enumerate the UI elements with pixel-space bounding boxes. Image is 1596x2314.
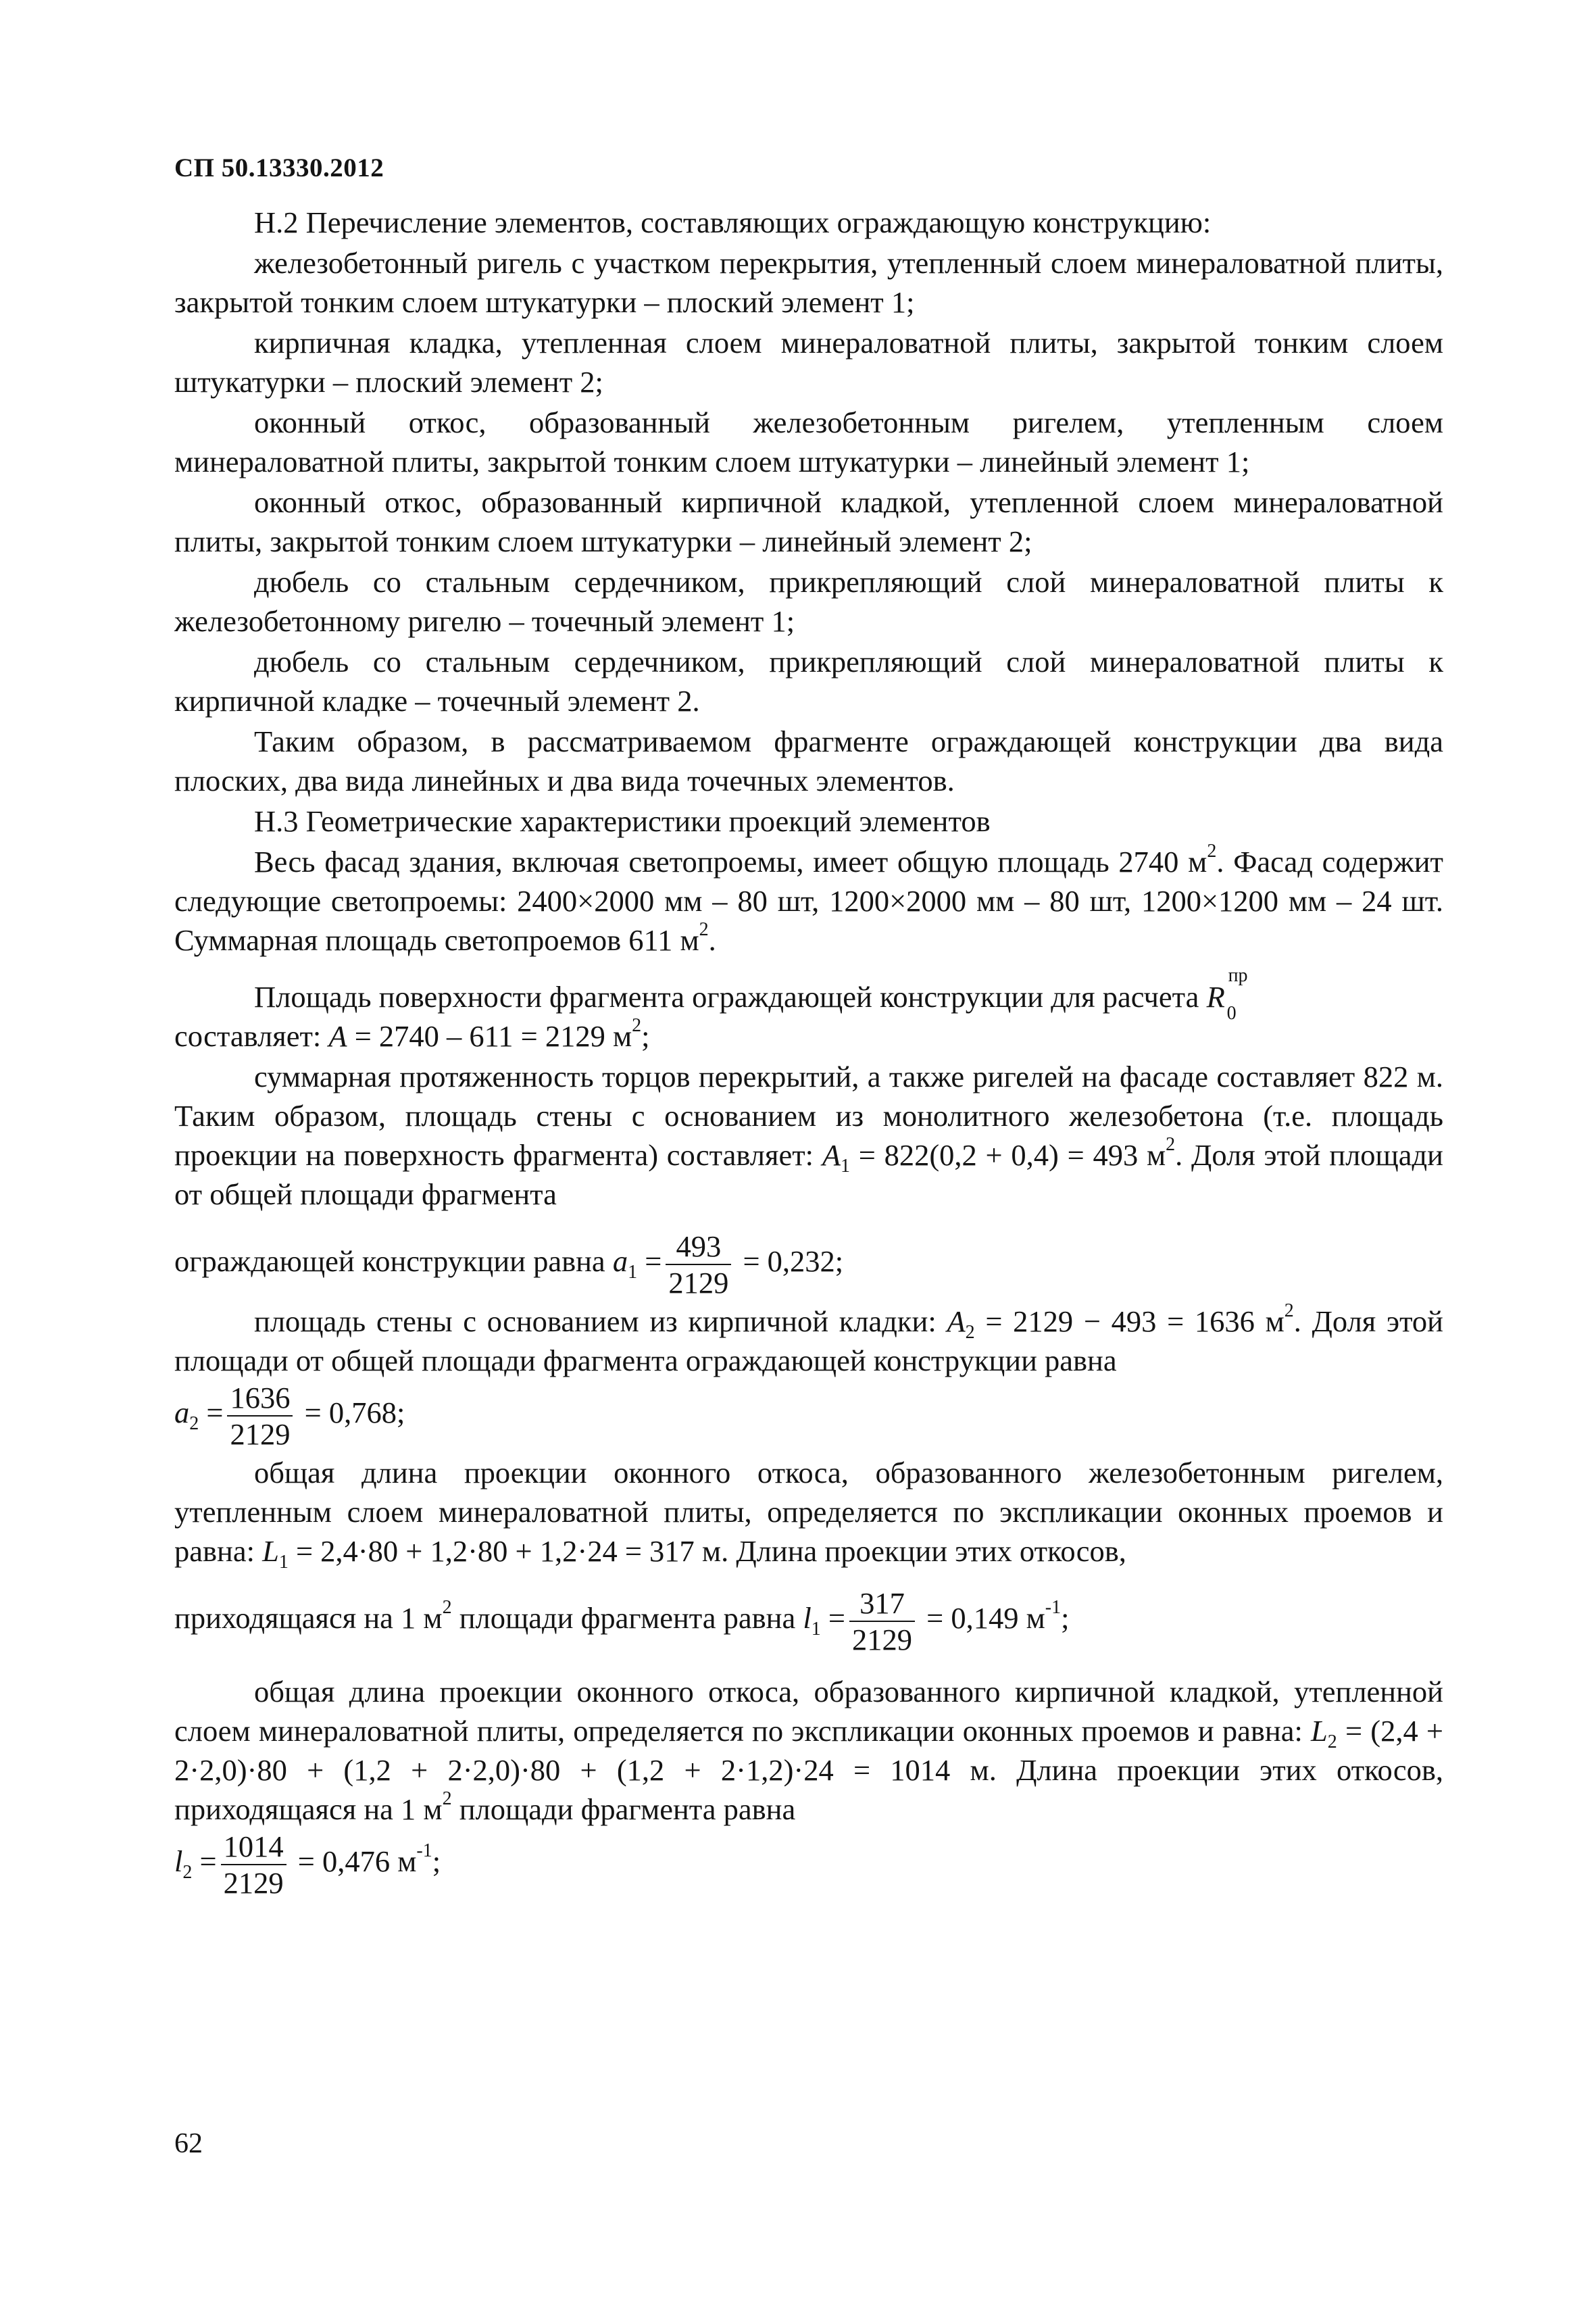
fraction-a1-paragraph: ограждающей конструкции равна $a_1$ = $\frac{493}{2129}$ = 0,232; — [174, 1229, 844, 1300]
fraction-l1: $\frac{317}{2129}$ — [849, 1585, 915, 1657]
area-paragraph: Площадь поверхности фрагмента ограждающей конструкции для расчета R 0 пр составляет: A = 2740 – 611 = 2129 $м^2$; — [174, 965, 1248, 1053]
fraction-a1: $\frac{493}{2129}$ — [666, 1229, 731, 1300]
fraction-l1-paragraph: приходящаяся на 1 $м^2$ площади фрагмента равна $l_1$ = $\frac{317}{2129}$ = 0,149 $м^{-1}$; — [174, 1586, 1070, 1656]
fraction-a2-paragraph: $a_2$ = $\frac{1636}{2129}$ = 0,768; — [174, 1381, 405, 1451]
fraction-l2: $\frac{1014}{2129}$ — [221, 1829, 286, 1900]
document-header: СП 50.13330.2012 — [174, 153, 384, 182]
section-h3-title: Н.3 Геометрические характеристики проекций элементов — [254, 804, 991, 838]
facade-paragraph: Весь фасад здания, включая светопроемы, имеет общую площадь 2740 $м^2$. Фасад содержит следующие светопроемы: 2400×2000 мм – 80 шт, 1200×2000 мм – 80 шт, 1200×1200 мм – 24 шт. Суммарная площадь светопроемов 611 $м^2$. — [174, 841, 1443, 957]
list-item: оконный откос, образованный кирпичной кладкой, утепленной слоем минераловатной плиты, закрытой тонким слоем штукатурки – линейный элемент 2; — [174, 485, 1443, 558]
fraction-a2: $\frac{1636}{2129}$ — [227, 1380, 293, 1452]
page-number: 62 — [174, 2128, 203, 2159]
slope1-paragraph: общая длина проекции оконного откоса, образованного железобетонным ригелем, утепленным слоем минераловатной плиты, определяется по экспликации оконных проемов и равна: $L_1 = 2,4\cdot 80 + 1,2\cdot 80 + 1,2\cdot 24 = 317$ м. Длина проекции этих откосов, — [174, 1456, 1443, 1573]
list-item: кирпичная кладка, утепленная слоем минераловатной плиты, закрытой тонким слоем штукатурки – плоский элемент 2; — [174, 326, 1443, 399]
brick-area-paragraph: площадь стены с основанием из кирпичной кладки: $A_2 = 2129 - 493 = 1636$ $м^2$. Доля этой площади от общей площади фрагмента ограждающей конструкции равна — [174, 1300, 1443, 1377]
list-item: оконный откос, образованный железобетонным ригелем, утепленным слоем минераловатной плиты, закрытой тонким слоем штукатурки – линейный элемент 1; — [174, 405, 1443, 478]
list-item: дюбель со стальным сердечником, прикрепляющий слой минераловатной плиты к железобетонному ригелю – точечный элемент 1; — [174, 565, 1443, 638]
page-body — [174, 203, 1443, 1900]
section-h2-title: Н.2 Перечисление элементов, составляющих ограждающую конструкцию: — [254, 205, 1212, 239]
fraction-l2-paragraph: $l_2$ = $\frac{1014}{2129}$ = 0,476 $м^{-1}$; — [174, 1829, 441, 1900]
list-item: железобетонный ригель с участком перекрытия, утепленный слоем минераловатной плиты, закрытой тонким слоем штукатурки – плоский элемент 1; — [174, 246, 1443, 319]
list-item: дюбель со стальным сердечником, прикрепляющий слой минераловатной плиты к кирпичной кладке – точечный элемент 2. — [174, 645, 1443, 718]
r-symbol: R 0 пр — [1206, 965, 1248, 1024]
summary-paragraph: Таким образом, в рассматриваемом фрагменте ограждающей конструкции два вида плоских, два вида линейных и два вида точечных элементов. — [174, 724, 1443, 797]
concrete-area-paragraph: суммарная протяженность торцов перекрытий, а также ригелей на фасаде составляет 822 м. Таким образом, площадь стены с основанием из монолитного железобетона (т.е. площадь проекции на поверхность фрагмента) составляет: $A_1 = 822(0,2 + 0,4) = 493$ $м^2$. Доля этой площади от общей площади фрагмента — [174, 1060, 1443, 1211]
slope2-paragraph: общая длина проекции оконного откоса, образованного кирпичной кладкой, утепленной слоем минераловатной плиты, определяется по экспликации оконных проемов и равна: $L_2 = (2,4 + 2\cdot 2,0)\cdot 80 + (1,2 + 2\cdot 2,0)\cdot 80 + (1,2 + 2\cdot 1,2)\cdot 24 = 1014$ м. Длина проекции этих откосов, приходящаяся на 1 $м^2$ площади фрагмента равна — [174, 1675, 1443, 1826]
